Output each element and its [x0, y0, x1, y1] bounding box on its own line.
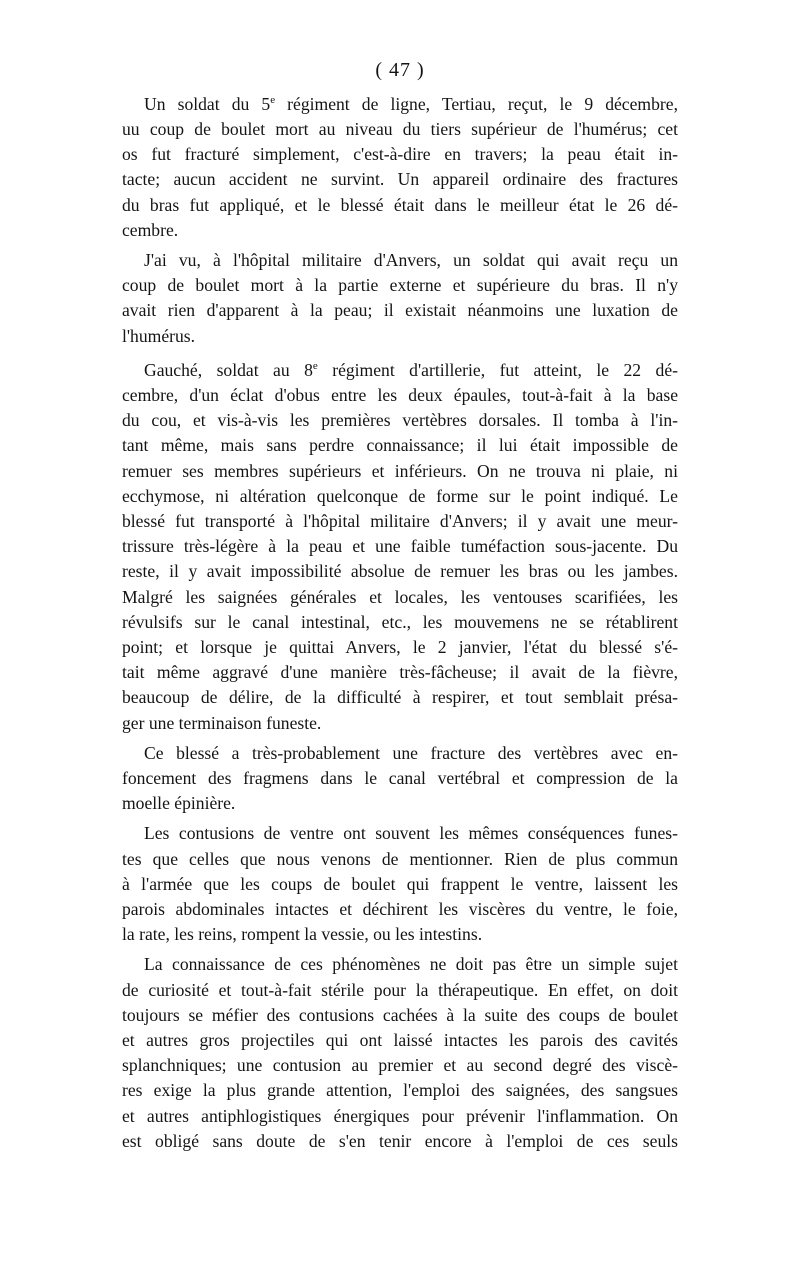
text-line: La connaissance de ces phénomènes ne doit pas être un simple sujet [144, 954, 678, 975]
text-line: du bras fut appliqué, et le blessé était dans le meilleur état le 26 dé- [122, 194, 678, 215]
text-line: res exige la plus grande attention, l'emploi des saignées, des sangsues [122, 1080, 678, 1101]
text-line: de curiosité et tout-à-fait stérile pour la thérapeutique. En effet, on doit [122, 979, 678, 1000]
text-line: toujours se méfier des contusions cachées à la suite des coups de boulet [122, 1004, 678, 1025]
text-line: Malgré les saignées générales et locales, les ventouses scarifiées, les [122, 586, 678, 607]
text-line: Les contusions de ventre ont souvent les mêmes conséquences funes- [144, 823, 678, 844]
text-line: remuer ses membres supérieurs et inférieurs. On ne trouva ni plaie, ni [122, 460, 678, 481]
text-line: blessé fut transporté à l'hôpital militaire d'Anvers; il y avait une meur- [122, 510, 678, 531]
text-line: Ce blessé a très-probablement une fracture des vertèbres avec en- [144, 742, 678, 763]
paragraph [122, 354, 678, 736]
text-line: ger une terminaison funeste. [122, 712, 322, 733]
text-line: la rate, les reins, rompent la vessie, ou les intestins. [122, 924, 483, 945]
text-line: Gauché, soldat au 8e régiment d'artillerie, fut atteint, le 22 dé- [144, 359, 678, 380]
paragraph [122, 741, 678, 817]
text-line: tant même, mais sans perdre connaissance; il lui était impossible de [122, 435, 678, 456]
text-line: os fut fracturé simplement, c'est-à-dire en travers; la peau était in- [122, 144, 678, 165]
paragraph [122, 821, 678, 947]
text-line: l'humérus. [122, 325, 196, 346]
text-line: révulsifs sur le canal intestinal, etc., les mouvemens ne se rétablirent [122, 611, 678, 632]
text-line: tait même aggravé d'une manière très-fâcheuse; il avait de la fièvre, [122, 662, 678, 683]
text-line: uu coup de boulet mort au niveau du tiers supérieur de l'humérus; cet [122, 119, 678, 140]
text-line: tacte; aucun accident ne survint. Un appareil ordinaire des fractures [122, 169, 678, 190]
text-line: moelle épinière. [122, 793, 236, 814]
paragraph [122, 88, 678, 243]
text-line: foncement des fragmens dans le canal vertébral et compression de la [122, 768, 678, 788]
text-line: point; et lorsque je quittai Anvers, le 2 janvier, l'état du blessé s'é- [122, 636, 678, 657]
text-line: avait rien d'apparent à la peau; il existait néanmoins une luxation de [122, 300, 678, 321]
text-line: tes que celles que nous venons de mentionner. Rien de plus commun [122, 848, 678, 869]
text-line: Un soldat du 5e régiment de ligne, Tertiau, reçut, le 9 décembre, [144, 93, 678, 114]
text-line: trissure très-légère à la peau et une faible tuméfaction sous-jacente. Du [122, 536, 678, 557]
text-line: à l'armée que les coups de boulet qui frappent le ventre, laissent les [122, 873, 678, 894]
text-line: ecchymose, ni altération quelconque de forme sur le point indiqué. Le [122, 485, 678, 506]
text-line: parois abdominales intactes et déchirent les viscères du ventre, le foie, [122, 899, 678, 920]
text-line: reste, il y avait impossibilité absolue de remuer les bras ou les jambes. [122, 561, 678, 582]
page-number: ( 47 ) [375, 59, 425, 81]
text-line: splanchniques; une contusion au premier et au second degré des viscè- [122, 1055, 678, 1076]
text-line: coup de boulet mort à la partie externe et supérieure du bras. Il n'y [122, 275, 678, 296]
text-line: J'ai vu, à l'hôpital militaire d'Anvers, un soldat qui avait reçu un [144, 250, 678, 271]
text-line: beaucoup de délire, de la difficulté à respirer, et tout semblait présa- [122, 687, 678, 708]
text-line: cembre. [122, 219, 179, 240]
body-text [122, 88, 678, 1159]
paragraph [122, 248, 678, 349]
text-line: cembre, d'un éclat d'obus entre les deux épaules, tout-à-fait à la base [122, 384, 678, 405]
text-line: du cou, et vis-à-vis les premières vertèbres dorsales. Il tomba à l'in- [122, 410, 678, 431]
text-line: et autres antiphlogistiques énergiques pour prévenir l'inflammation. On [122, 1105, 678, 1126]
text-line: est obligé sans doute de s'en tenir encore à l'emploi de ces seuls [122, 1130, 678, 1151]
paragraph [122, 952, 678, 1154]
text-line: et autres gros projectiles qui ont laissé intactes les parois des cavités [122, 1030, 678, 1051]
